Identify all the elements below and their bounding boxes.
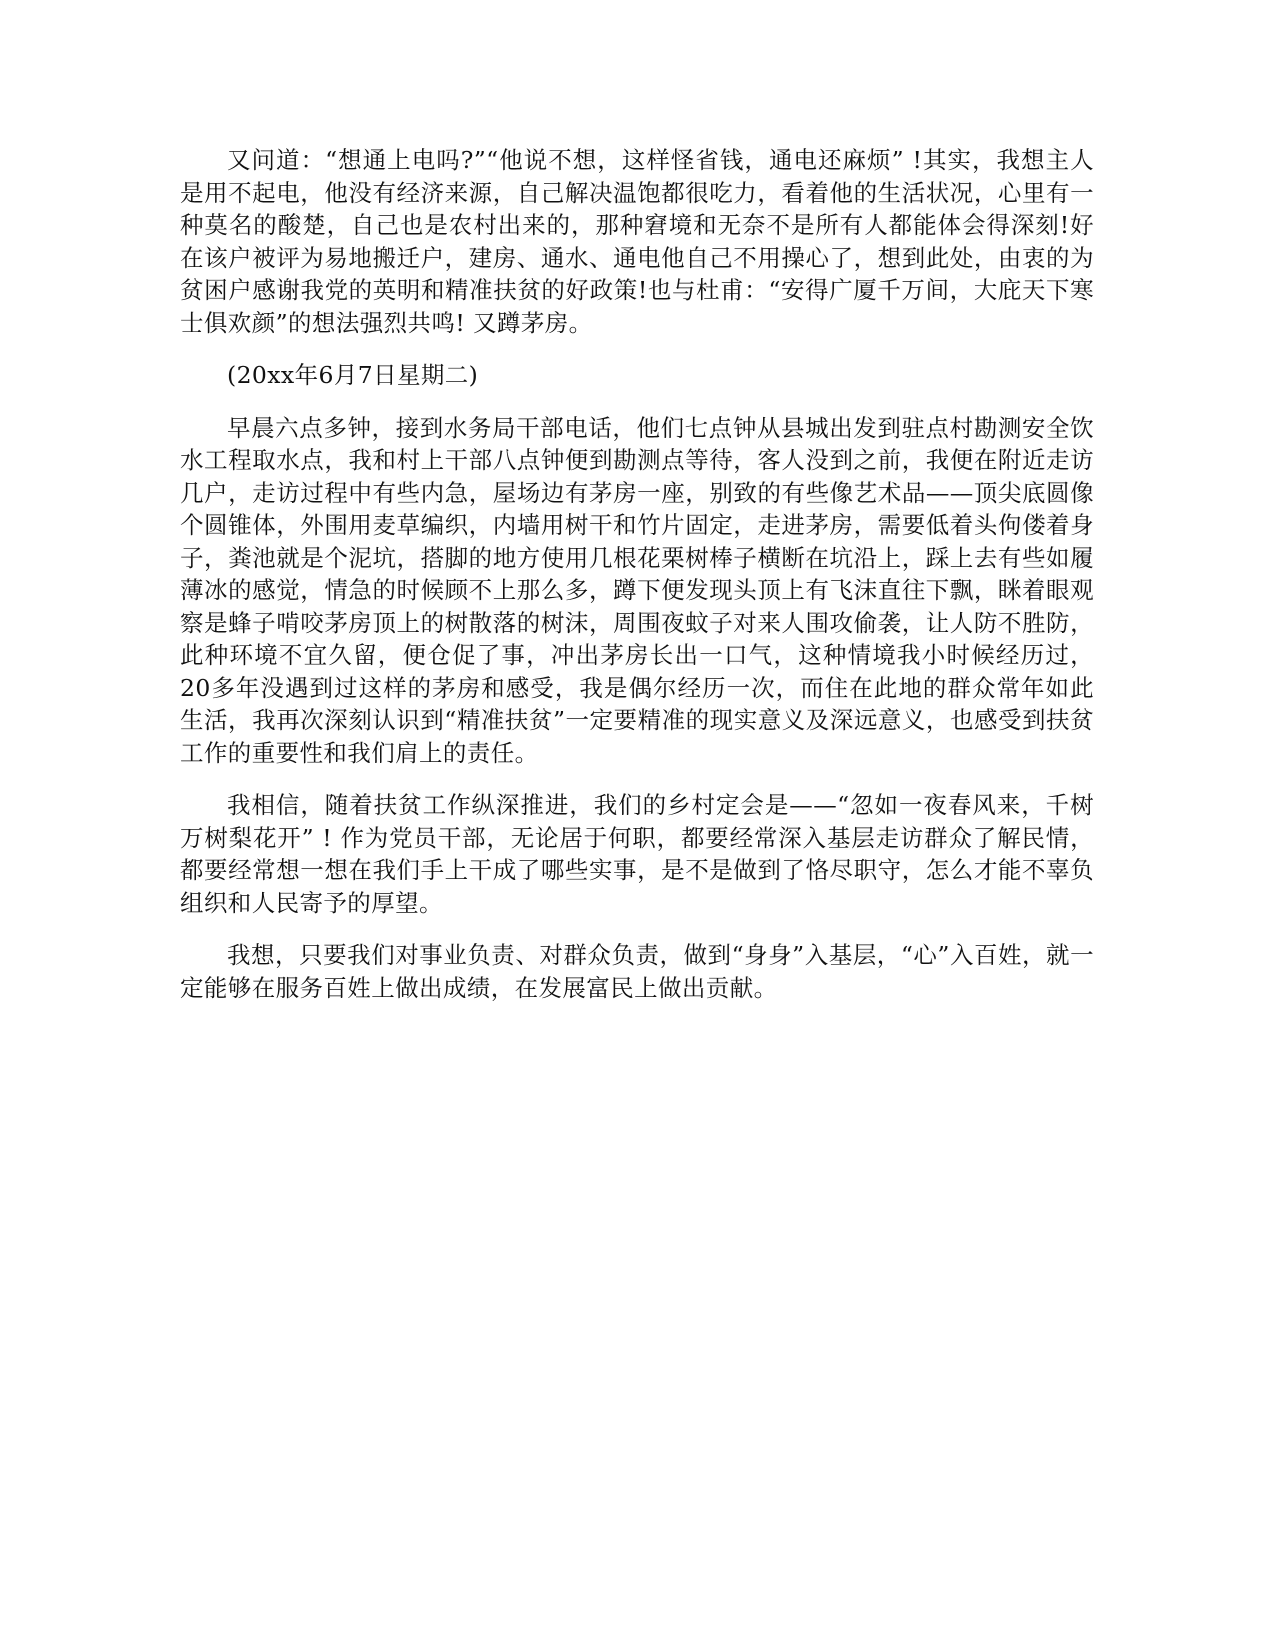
- paragraph-belief: 我相信，随着扶贫工作纵深推进，我们的乡村定会是——“忽如一夜春风来，千树万树梨花开” ! 作为党员干部，无论居于何职，都要经常深入基层走访群众了解民情，都要经常想一想在我们手上干成了哪些实事，是不是做到了恪尽职守，怎么才能不辜负组织和人民寄予的厚望。: [180, 791, 1094, 917]
- paragraph-conclusion: 我想，只要我们对事业负责、对群众负责，做到“身身”入基层，“心”入百姓，就一定能够在服务百姓上做出成绩，在发展富民上做出贡献。: [180, 941, 1094, 1002]
- paragraph-electricity: 又问道：“想通上电吗?”“他说不想，这样怪省钱，通电还麻烦” !其实，我想主人是用不起电，他没有经济来源，自己解决温饱都很吃力，看着他的生活状况，心里有一种莫名的酸楚，自己也是农村出来的，那种窘境和无奈不是所有人都能体会得深刻!好在该户被评为易地搬迁户，建房、通水、通电他自己不用操心了，想到此处，由衷的为贫困户感谢我党的英明和精准扶贫的好政策!也与杜甫：“安得广厦千万间，大庇天下寒士俱欢颜”的想法强烈共鸣! 又蹲茅房。: [180, 146, 1094, 337]
- paragraph-morning-visit: 早晨六点多钟，接到水务局干部电话，他们七点钟从县城出发到驻点村勘测安全饮水工程取水点，我和村上干部八点钟便到勘测点等待，客人没到之前，我便在附近走访几户，走访过程中有些内急，屋场边有茅房一座，别致的有些像艺术品——顶尖底圆像个圆锥体，外围用麦草编织，内墙用树干和竹片固定，走进茅房，需要低着头佝偻着身子，粪池就是个泥坑，搭脚的地方使用几根花栗树棒子横断在坑沿上，踩上去有些如履薄冰的感觉，情急的时候顾不上那么多，蹲下便发现头顶上有飞沫直往下飘，眯着眼观察是蜂子啃咬茅房顶上的树散落的树沫，周围夜蚊子对来人围攻偷袭，让人防不胜防，此种环境不宜久留，便仓促了事，冲出茅房长出一口气，这种情境我小时候经历过，20多年没遇到过这样的茅房和感受，我是偶尔经历一次，而住在此地的群众常年如此生活，我再次深刻认识到“精准扶贫”一定要精准的现实意义及深远意义，也感受到扶贫工作的重要性和我们肩上的责任。: [180, 413, 1094, 767]
- paragraph-date: (20xx年6月7日星期二): [227, 361, 479, 389]
- document-body: [180, 144, 1094, 1024]
